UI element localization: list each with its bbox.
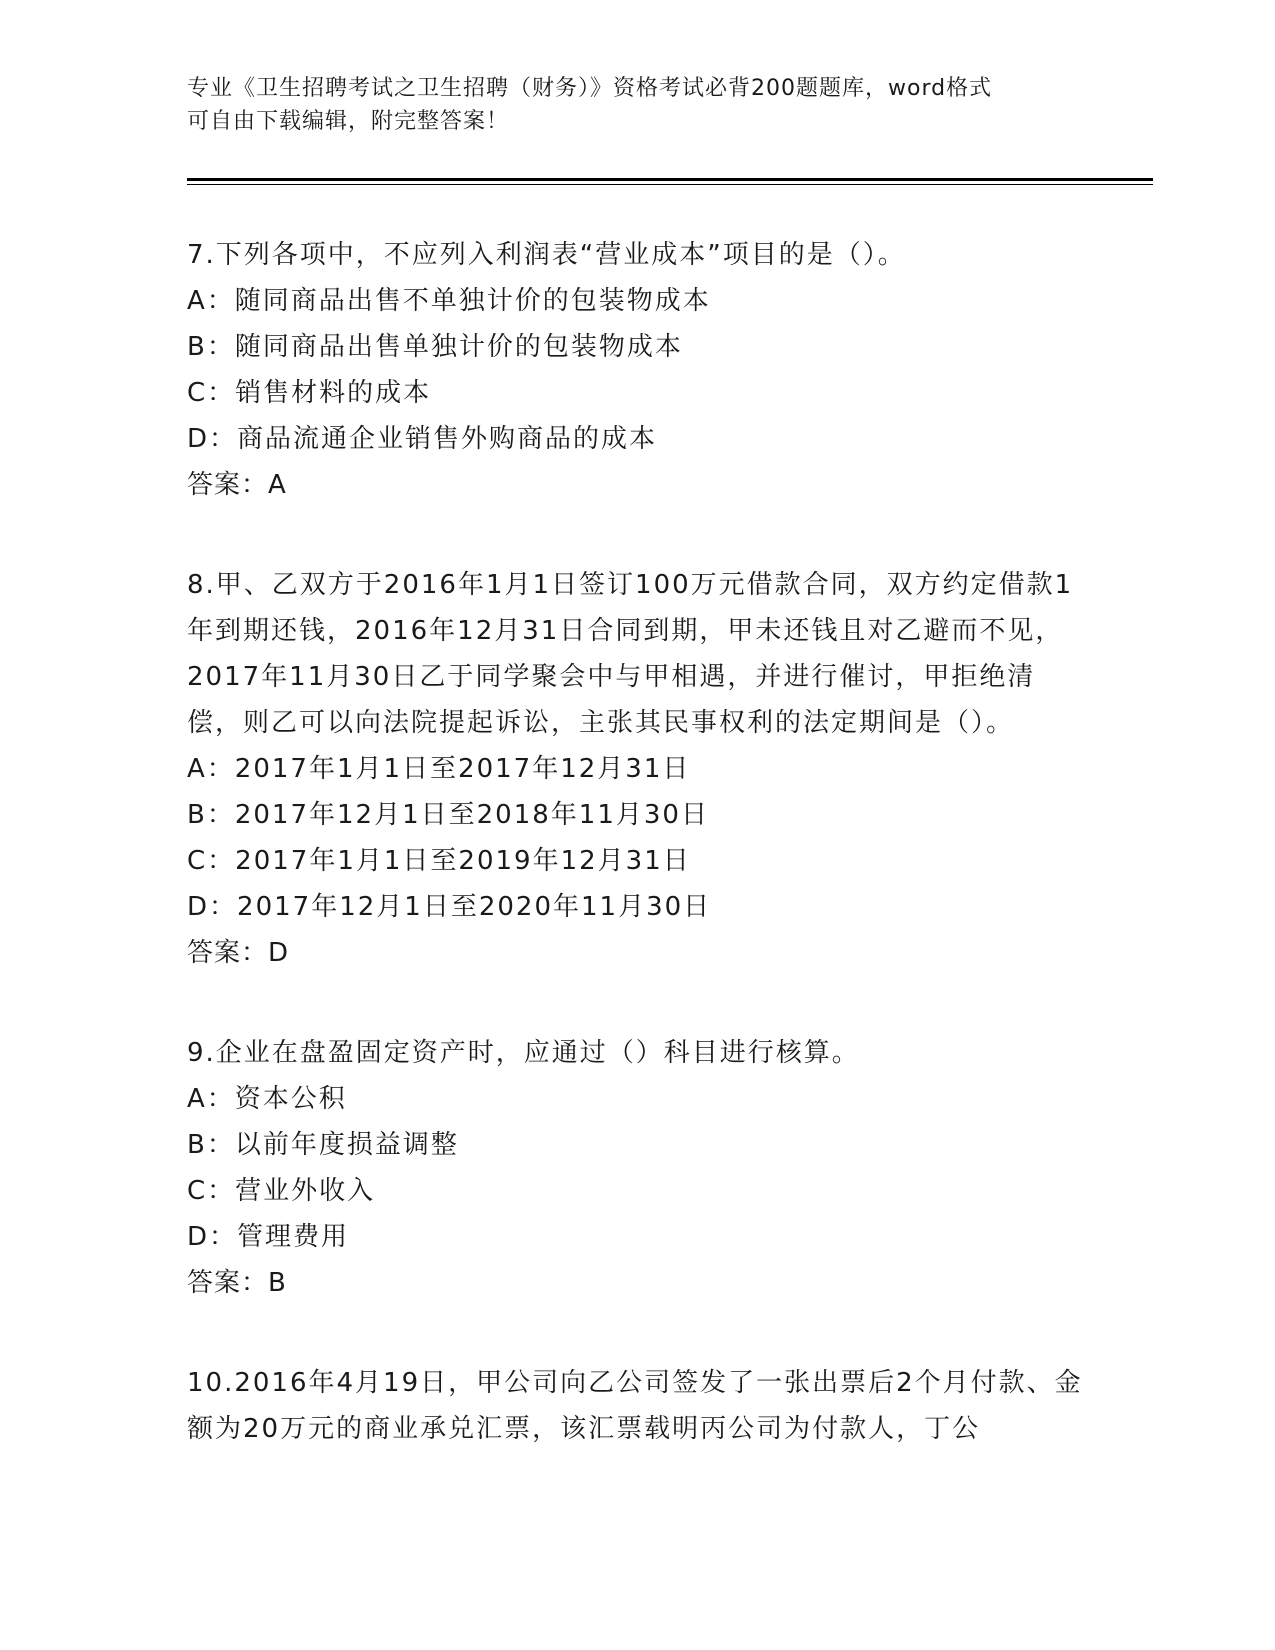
option-c: C：营业外收入 — [187, 1176, 376, 1206]
option-d: D：商品流通企业销售外购商品的成本 — [187, 424, 658, 454]
question-stem: 10.2016年4月19日，甲公司向乙公司签发了一张出票后2个月付款、金额为20万元的商业承兑汇票，该汇票载明丙公司为付款人，丁公 — [187, 1368, 1083, 1444]
option-a: A：随同商品出售不单独计价的包装物成本 — [187, 286, 711, 316]
question-7 — [187, 232, 1087, 508]
question-list — [187, 232, 1087, 1452]
question-10 — [187, 1360, 1087, 1452]
option-b: B：随同商品出售单独计价的包装物成本 — [187, 332, 683, 362]
header-line-2: 可自由下载编辑，附完整答案！ — [187, 109, 510, 134]
question-stem: 9.企业在盘盈固定资产时，应通过（）科目进行核算。 — [187, 1038, 860, 1068]
question-9 — [187, 1030, 1087, 1306]
option-c: C：2017年1月1日至2019年12月31日 — [187, 846, 691, 876]
option-b: B：2017年12月1日至2018年11月30日 — [187, 800, 709, 830]
answer-label: 答案：B — [187, 1268, 287, 1298]
answer-label: 答案：D — [187, 938, 290, 968]
answer-label: 答案：A — [187, 470, 287, 500]
question-8 — [187, 562, 1087, 976]
option-a: A：资本公积 — [187, 1084, 347, 1114]
header-divider-thick — [187, 178, 1153, 181]
question-stem: 8.甲、乙双方于2016年1月1日签订100万元借款合同，双方约定借款1年到期还钱，2016年12月31日合同到期，甲未还钱且对乙避而不见，2017年11月30日乙于同学聚会中与甲相遇，并进行催讨，甲拒绝清偿，则乙可以向法院提起诉讼，主张其民事权利的法定期间是（）。 — [187, 570, 1074, 738]
option-d: D：2017年12月1日至2020年11月30日 — [187, 892, 712, 922]
option-a: A：2017年1月1日至2017年12月31日 — [187, 754, 691, 784]
header-divider-thin — [187, 184, 1153, 185]
option-b: B：以前年度损益调整 — [187, 1130, 459, 1160]
question-stem: 7.下列各项中，不应列入利润表“营业成本”项目的是（）。 — [187, 240, 906, 270]
header-line-1: 专业《卫生招聘考试之卫生招聘（财务）》资格考试必背200题题库，word格式 — [187, 76, 993, 101]
option-d: D：管理费用 — [187, 1222, 350, 1252]
document-header — [187, 72, 1087, 138]
option-c: C：销售材料的成本 — [187, 378, 432, 408]
